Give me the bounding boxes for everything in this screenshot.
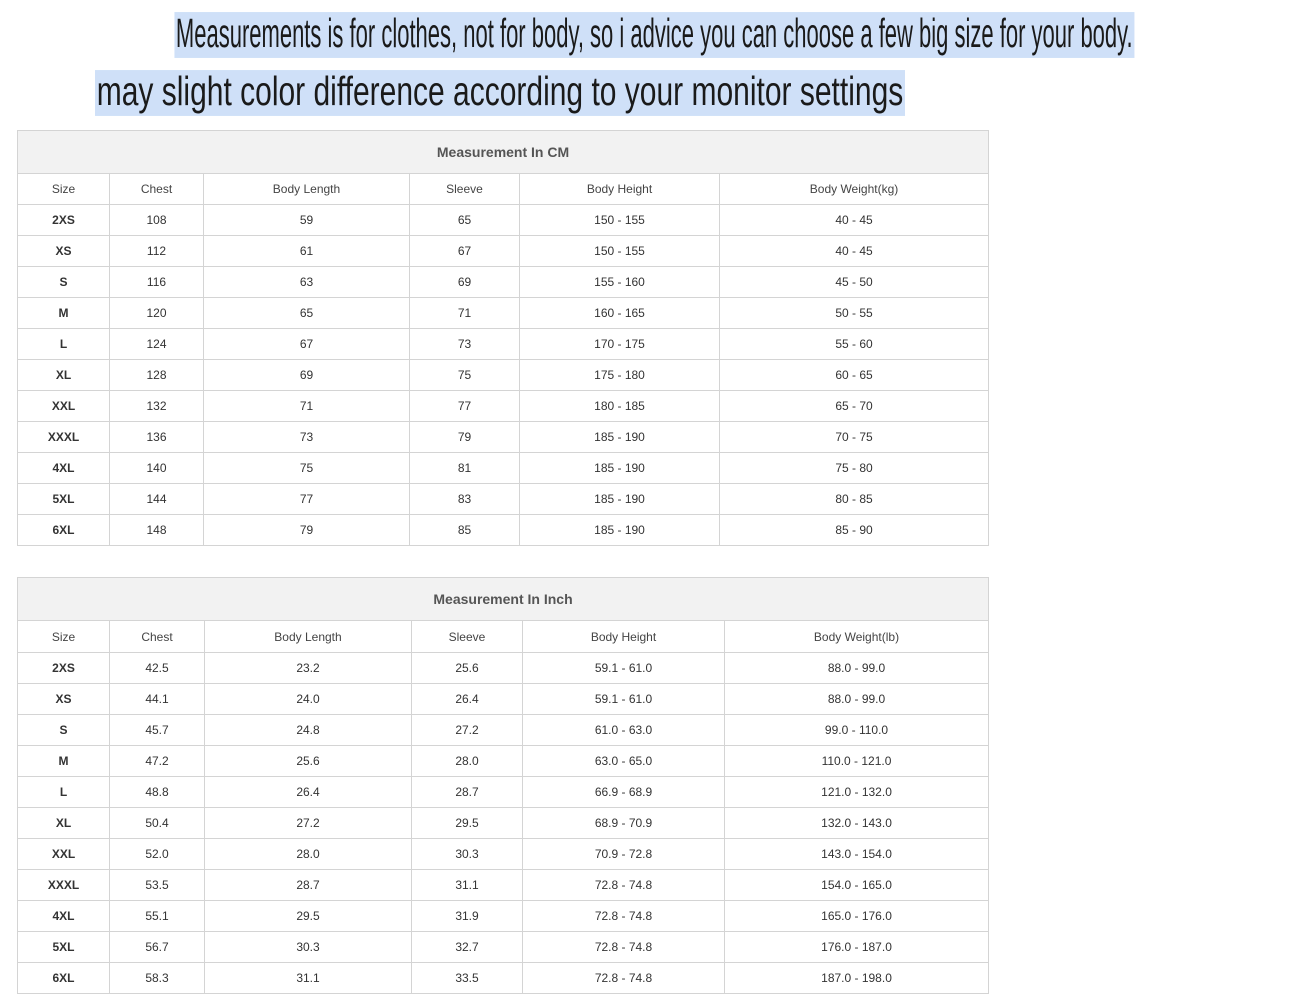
cm-cell-body-height: 160 - 165: [520, 298, 720, 329]
cm-table-row: [18, 267, 989, 298]
inch-cell-body-height: 59.1 - 61.0: [523, 653, 725, 684]
inch-cell-chest: 48.8: [110, 777, 205, 808]
inch-header-body-height: Body Height: [523, 621, 725, 653]
inch-cell-body-length: 28.0: [205, 839, 412, 870]
inch-table-row: [18, 653, 989, 684]
cm-table-row: [18, 422, 989, 453]
cm-cell-body-height: 175 - 180: [520, 360, 720, 391]
cm-cell-size: 2XS: [18, 205, 110, 236]
cm-cell-chest: 148: [110, 515, 204, 546]
inch-cell-sleeve: 28.0: [412, 746, 523, 777]
inch-cell-body-weight: 187.0 - 198.0: [725, 963, 989, 994]
inch-cell-body-height: 72.8 - 74.8: [523, 932, 725, 963]
inch-cell-size: 4XL: [18, 901, 110, 932]
inch-cell-body-height: 68.9 - 70.9: [523, 808, 725, 839]
inch-cell-chest: 56.7: [110, 932, 205, 963]
cm-cell-chest: 116: [110, 267, 204, 298]
cm-cell-body-length: 75: [204, 453, 410, 484]
cm-cell-sleeve: 73: [410, 329, 520, 360]
inch-cell-body-height: 59.1 - 61.0: [523, 684, 725, 715]
cm-cell-body-height: 150 - 155: [520, 236, 720, 267]
cm-cell-body-weight: 40 - 45: [720, 236, 989, 267]
inch-cell-body-height: 72.8 - 74.8: [523, 870, 725, 901]
inch-table-header-row: [18, 621, 989, 653]
inch-cell-sleeve: 31.1: [412, 870, 523, 901]
inch-cell-chest: 55.1: [110, 901, 205, 932]
inch-cell-size: XL: [18, 808, 110, 839]
inch-cell-chest: 52.0: [110, 839, 205, 870]
cm-header-chest: Chest: [110, 174, 204, 205]
banner-color-notice-text: may slight color difference according to your monitor settings: [96, 70, 904, 115]
inch-cell-chest: 58.3: [110, 963, 205, 994]
inch-cell-sleeve: 32.7: [412, 932, 523, 963]
cm-cell-sleeve: 77: [410, 391, 520, 422]
cm-cell-size: XL: [18, 360, 110, 391]
cm-cell-body-weight: 80 - 85: [720, 484, 989, 515]
cm-table-row: [18, 329, 989, 360]
banner-line-1-wrap: [0, 12, 1133, 57]
inch-cell-size: L: [18, 777, 110, 808]
cm-cell-body-height: 185 - 190: [520, 453, 720, 484]
inch-table-row: [18, 839, 989, 870]
cm-cell-body-weight: 65 - 70: [720, 391, 989, 422]
cm-table-row: [18, 298, 989, 329]
banner-line-2-wrap: [0, 70, 1000, 115]
inch-cell-size: 2XS: [18, 653, 110, 684]
cm-table-header-row: [18, 174, 989, 205]
inch-cell-body-height: 70.9 - 72.8: [523, 839, 725, 870]
cm-table-row: [18, 515, 989, 546]
inch-cell-body-length: 25.6: [205, 746, 412, 777]
inch-cell-size: XXL: [18, 839, 110, 870]
cm-cell-body-length: 63: [204, 267, 410, 298]
cm-size-table: [17, 130, 989, 546]
inch-cell-body-length: 24.8: [205, 715, 412, 746]
cm-cell-size: XXL: [18, 391, 110, 422]
inch-cell-body-length: 30.3: [205, 932, 412, 963]
inch-header-size: Size: [18, 621, 110, 653]
inch-cell-chest: 44.1: [110, 684, 205, 715]
cm-cell-body-height: 150 - 155: [520, 205, 720, 236]
cm-cell-sleeve: 65: [410, 205, 520, 236]
cm-cell-chest: 124: [110, 329, 204, 360]
inch-size-table-container: [17, 577, 988, 994]
cm-table-row: [18, 391, 989, 422]
cm-size-table-container: [17, 130, 988, 546]
cm-cell-body-weight: 55 - 60: [720, 329, 989, 360]
cm-table-title-row: [18, 131, 989, 174]
inch-cell-size: S: [18, 715, 110, 746]
cm-cell-body-weight: 60 - 65: [720, 360, 989, 391]
inch-table-row: [18, 715, 989, 746]
cm-header-body-length: Body Length: [204, 174, 410, 205]
inch-cell-body-length: 31.1: [205, 963, 412, 994]
cm-cell-sleeve: 71: [410, 298, 520, 329]
cm-cell-sleeve: 75: [410, 360, 520, 391]
inch-header-sleeve: Sleeve: [412, 621, 523, 653]
inch-table-row: [18, 932, 989, 963]
inch-cell-body-height: 61.0 - 63.0: [523, 715, 725, 746]
cm-cell-body-weight: 40 - 45: [720, 205, 989, 236]
inch-size-table: [17, 577, 989, 994]
inch-table-row: [18, 684, 989, 715]
cm-cell-sleeve: 79: [410, 422, 520, 453]
inch-cell-size: 5XL: [18, 932, 110, 963]
inch-header-body-weight: Body Weight(lb): [725, 621, 989, 653]
inch-header-chest: Chest: [110, 621, 205, 653]
cm-cell-chest: 140: [110, 453, 204, 484]
inch-cell-chest: 53.5: [110, 870, 205, 901]
cm-cell-body-height: 180 - 185: [520, 391, 720, 422]
cm-header-sleeve: Sleeve: [410, 174, 520, 205]
inch-cell-body-length: 23.2: [205, 653, 412, 684]
cm-cell-body-weight: 50 - 55: [720, 298, 989, 329]
cm-cell-size: L: [18, 329, 110, 360]
cm-cell-chest: 144: [110, 484, 204, 515]
cm-cell-chest: 128: [110, 360, 204, 391]
inch-cell-sleeve: 26.4: [412, 684, 523, 715]
inch-cell-sleeve: 25.6: [412, 653, 523, 684]
cm-cell-body-height: 170 - 175: [520, 329, 720, 360]
inch-table-body: [18, 653, 989, 994]
inch-table-row: [18, 746, 989, 777]
inch-cell-size: 6XL: [18, 963, 110, 994]
cm-cell-body-height: 185 - 190: [520, 515, 720, 546]
cm-table-row: [18, 484, 989, 515]
inch-cell-body-weight: 88.0 - 99.0: [725, 684, 989, 715]
cm-cell-body-length: 73: [204, 422, 410, 453]
inch-cell-size: XS: [18, 684, 110, 715]
inch-table-row: [18, 901, 989, 932]
cm-cell-sleeve: 67: [410, 236, 520, 267]
inch-cell-body-height: 66.9 - 68.9: [523, 777, 725, 808]
cm-cell-chest: 112: [110, 236, 204, 267]
inch-cell-body-height: 63.0 - 65.0: [523, 746, 725, 777]
cm-cell-body-length: 69: [204, 360, 410, 391]
inch-header-body-length: Body Length: [205, 621, 412, 653]
inch-cell-body-length: 29.5: [205, 901, 412, 932]
inch-table-row: [18, 808, 989, 839]
inch-cell-body-height: 72.8 - 74.8: [523, 963, 725, 994]
cm-cell-body-length: 79: [204, 515, 410, 546]
inch-cell-body-weight: 132.0 - 143.0: [725, 808, 989, 839]
cm-cell-size: S: [18, 267, 110, 298]
inch-cell-body-weight: 99.0 - 110.0: [725, 715, 989, 746]
cm-cell-size: 5XL: [18, 484, 110, 515]
cm-cell-sleeve: 83: [410, 484, 520, 515]
inch-table-row: [18, 963, 989, 994]
cm-cell-body-weight: 70 - 75: [720, 422, 989, 453]
cm-header-body-weight: Body Weight(kg): [720, 174, 989, 205]
inch-cell-size: M: [18, 746, 110, 777]
inch-cell-sleeve: 27.2: [412, 715, 523, 746]
inch-cell-chest: 47.2: [110, 746, 205, 777]
inch-cell-body-weight: 88.0 - 99.0: [725, 653, 989, 684]
inch-cell-sleeve: 29.5: [412, 808, 523, 839]
inch-cell-chest: 45.7: [110, 715, 205, 746]
cm-table-title: Measurement In CM: [18, 131, 989, 174]
cm-cell-body-length: 65: [204, 298, 410, 329]
cm-cell-size: XS: [18, 236, 110, 267]
inch-cell-sleeve: 31.9: [412, 901, 523, 932]
cm-cell-chest: 136: [110, 422, 204, 453]
cm-cell-body-weight: 85 - 90: [720, 515, 989, 546]
cm-cell-body-length: 77: [204, 484, 410, 515]
inch-cell-body-length: 26.4: [205, 777, 412, 808]
inch-table-title-row: [18, 578, 989, 621]
cm-table-body: [18, 205, 989, 546]
cm-cell-body-length: 71: [204, 391, 410, 422]
cm-cell-chest: 132: [110, 391, 204, 422]
cm-cell-chest: 108: [110, 205, 204, 236]
cm-cell-size: 4XL: [18, 453, 110, 484]
cm-cell-sleeve: 81: [410, 453, 520, 484]
inch-table-row: [18, 870, 989, 901]
inch-cell-body-weight: 121.0 - 132.0: [725, 777, 989, 808]
cm-cell-body-height: 185 - 190: [520, 422, 720, 453]
cm-cell-size: M: [18, 298, 110, 329]
cm-table-row: [18, 205, 989, 236]
cm-cell-sleeve: 69: [410, 267, 520, 298]
inch-cell-chest: 42.5: [110, 653, 205, 684]
inch-cell-body-length: 27.2: [205, 808, 412, 839]
inch-table-row: [18, 777, 989, 808]
cm-table-row: [18, 236, 989, 267]
inch-cell-body-weight: 154.0 - 165.0: [725, 870, 989, 901]
cm-header-body-height: Body Height: [520, 174, 720, 205]
inch-cell-chest: 50.4: [110, 808, 205, 839]
cm-cell-size: XXXL: [18, 422, 110, 453]
inch-cell-sleeve: 33.5: [412, 963, 523, 994]
inch-cell-body-weight: 176.0 - 187.0: [725, 932, 989, 963]
inch-cell-body-length: 24.0: [205, 684, 412, 715]
inch-cell-body-weight: 165.0 - 176.0: [725, 901, 989, 932]
cm-cell-body-length: 61: [204, 236, 410, 267]
cm-table-row: [18, 360, 989, 391]
cm-cell-body-height: 185 - 190: [520, 484, 720, 515]
inch-cell-sleeve: 30.3: [412, 839, 523, 870]
cm-cell-body-length: 59: [204, 205, 410, 236]
cm-cell-body-weight: 45 - 50: [720, 267, 989, 298]
cm-cell-body-length: 67: [204, 329, 410, 360]
inch-cell-size: XXXL: [18, 870, 110, 901]
cm-table-row: [18, 453, 989, 484]
inch-cell-body-weight: 143.0 - 154.0: [725, 839, 989, 870]
banner-notice-text: Measurements is for clothes, not for body, so i advice you can choose a few big size for your body.: [175, 12, 1133, 57]
cm-header-size: Size: [18, 174, 110, 205]
inch-cell-body-height: 72.8 - 74.8: [523, 901, 725, 932]
inch-cell-body-weight: 110.0 - 121.0: [725, 746, 989, 777]
inch-table-title: Measurement In Inch: [18, 578, 989, 621]
cm-cell-chest: 120: [110, 298, 204, 329]
inch-cell-body-length: 28.7: [205, 870, 412, 901]
cm-cell-body-weight: 75 - 80: [720, 453, 989, 484]
inch-cell-sleeve: 28.7: [412, 777, 523, 808]
cm-cell-body-height: 155 - 160: [520, 267, 720, 298]
cm-cell-size: 6XL: [18, 515, 110, 546]
cm-cell-sleeve: 85: [410, 515, 520, 546]
